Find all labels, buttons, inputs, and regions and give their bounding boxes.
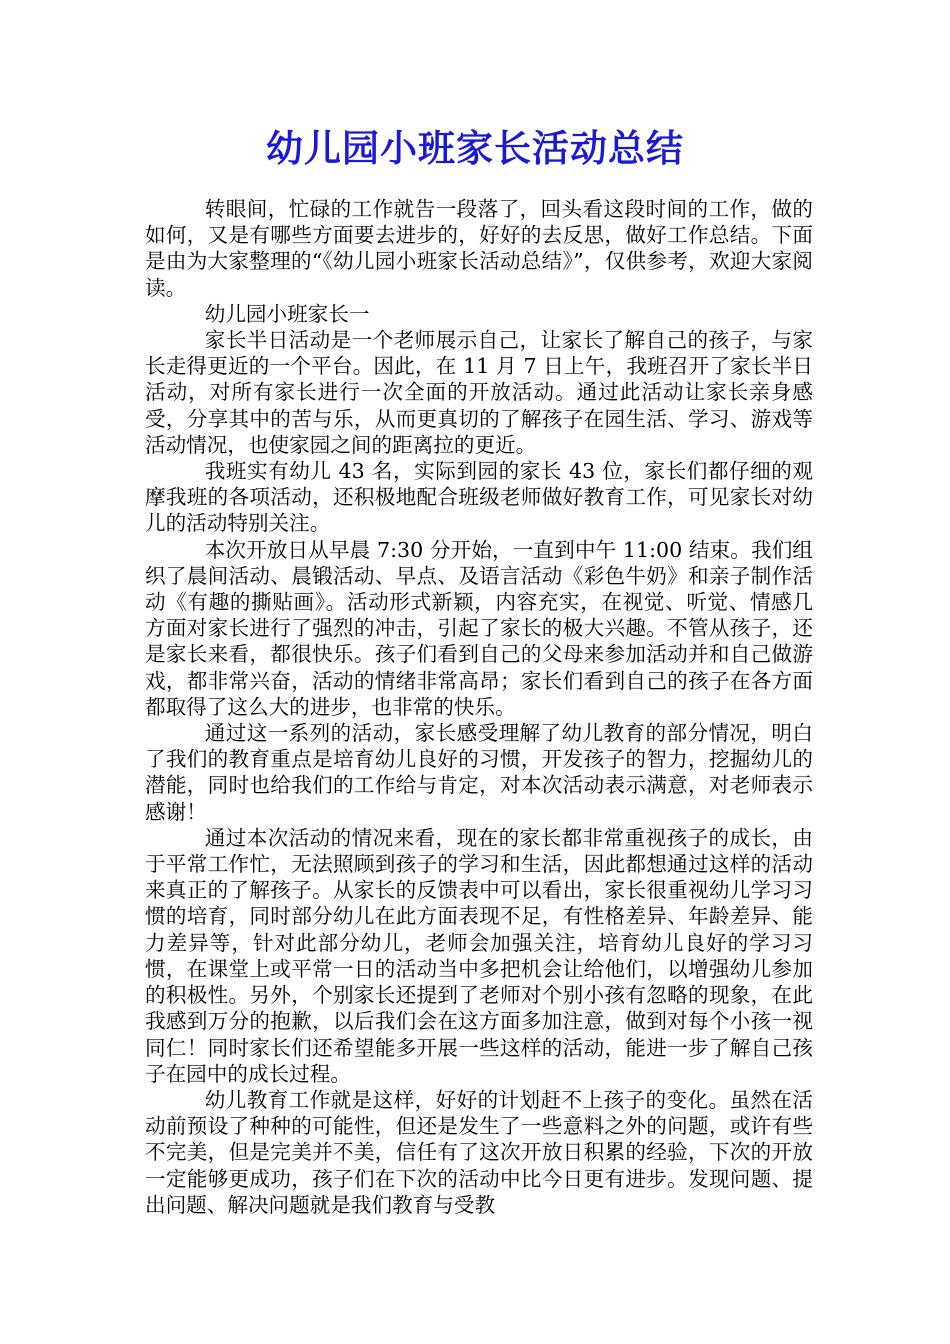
paragraph: 通过这一系列的活动，家长感受理解了幼儿教育的部分情况，明白了我们的教育重点是培育幼儿良好的习惯，开发孩子的智力，挖掘幼儿的潜能，同时也给我们的工作给与肯定，对本次活动表示满意，对老师表示感谢！: [145, 721, 813, 824]
paragraph: 本次开放日从早晨 7:30 分开始，一直到中午 11:00 结束。我们组织了晨间活动、晨锻活动、早点、及语言活动《彩色牛奶》和亲子制作活动《有趣的撕贴画》。活动形式新颖，内容充实，在视觉、听觉、情感几方面对家长进行了强烈的冲击，引起了家长的极大兴趣。不管从孩子，还是家长来看，都很快乐。孩子们看到自己的父母来参加活动并和自己做游戏，都非常兴奋，活动的情绪非常高昂；家长们看到自己的孩子在各方面都取得了这么大的进步，也非常的快乐。: [145, 537, 813, 719]
paragraph: 我班实有幼儿 43 名，实际到园的家长 43 位，家长们都仔细的观摩我班的各项活动，还积极地配合班级老师做好教育工作，可见家长对幼儿的活动特别关注。: [145, 459, 813, 536]
paragraph-intro: 转眼间，忙碌的工作就告一段落了，回头看这段时间的工作，做的如何，又是有哪些方面要去进步的，好好的去反思，做好工作总结。下面是由为大家整理的“《幼儿园小班家长活动总结》”，仅供参考，欢迎大家阅读。: [145, 197, 813, 300]
paragraph-section-heading: 幼儿园小班家长一: [204, 301, 370, 326]
document-body: [145, 196, 813, 1218]
document-title: 幼儿园小班家长活动总结: [266, 126, 684, 170]
paragraph: 幼儿教育工作就是这样，好好的计划赶不上孩子的变化。虽然在活动前预设了种种的可能性，但还是发生了一些意料之外的问题，或许有些不完美，但是完美并不美，信任有了这次开放日积累的经验，下次的开放一定能够更成功，孩子们在下次的活动中比今日更有进步。发现问题、提出问题、解决问题就是我们教育与受教: [145, 1087, 813, 1217]
paragraph: 家长半日活动是一个老师展示自己，让家长了解自己的孩子，与家长走得更近的一个平台。因此，在 11 月 7 日上午，我班召开了家长半日活动，对所有家长进行一次全面的开放活动。通过此活动让家长亲身感受，分享其中的苦与乐，从而更真切的了解孩子在园生活、学习、游戏等活动情况，也使家园之间的距离拉的更近。: [145, 328, 813, 457]
paragraph: 通过本次活动的情况来看，现在的家长都非常重视孩子的成长，由于平常工作忙，无法照顾到孩子的学习和生活，因此都想通过这样的活动来真正的了解孩子。从家长的反馈表中可以看出，家长很重视幼儿学习习惯的培育，同时部分幼儿在此方面表现不足，有性格差异、年龄差异、能力差异等，针对此部分幼儿，老师会加强关注，培育幼儿良好的学习习惯，在课堂上或平常一日的活动当中多把机会让给他们，以增强幼儿参加的积极性。另外，个别家长还提到了老师对个别小孩有忽略的现象，在此我感到万分的抱歉，以后我们会在这方面多加注意，做到对每个小孩一视同仁！同时家长们还希望能多开展一些这样的活动，能进一步了解自己孩子在园中的成长过程。: [145, 825, 813, 1086]
